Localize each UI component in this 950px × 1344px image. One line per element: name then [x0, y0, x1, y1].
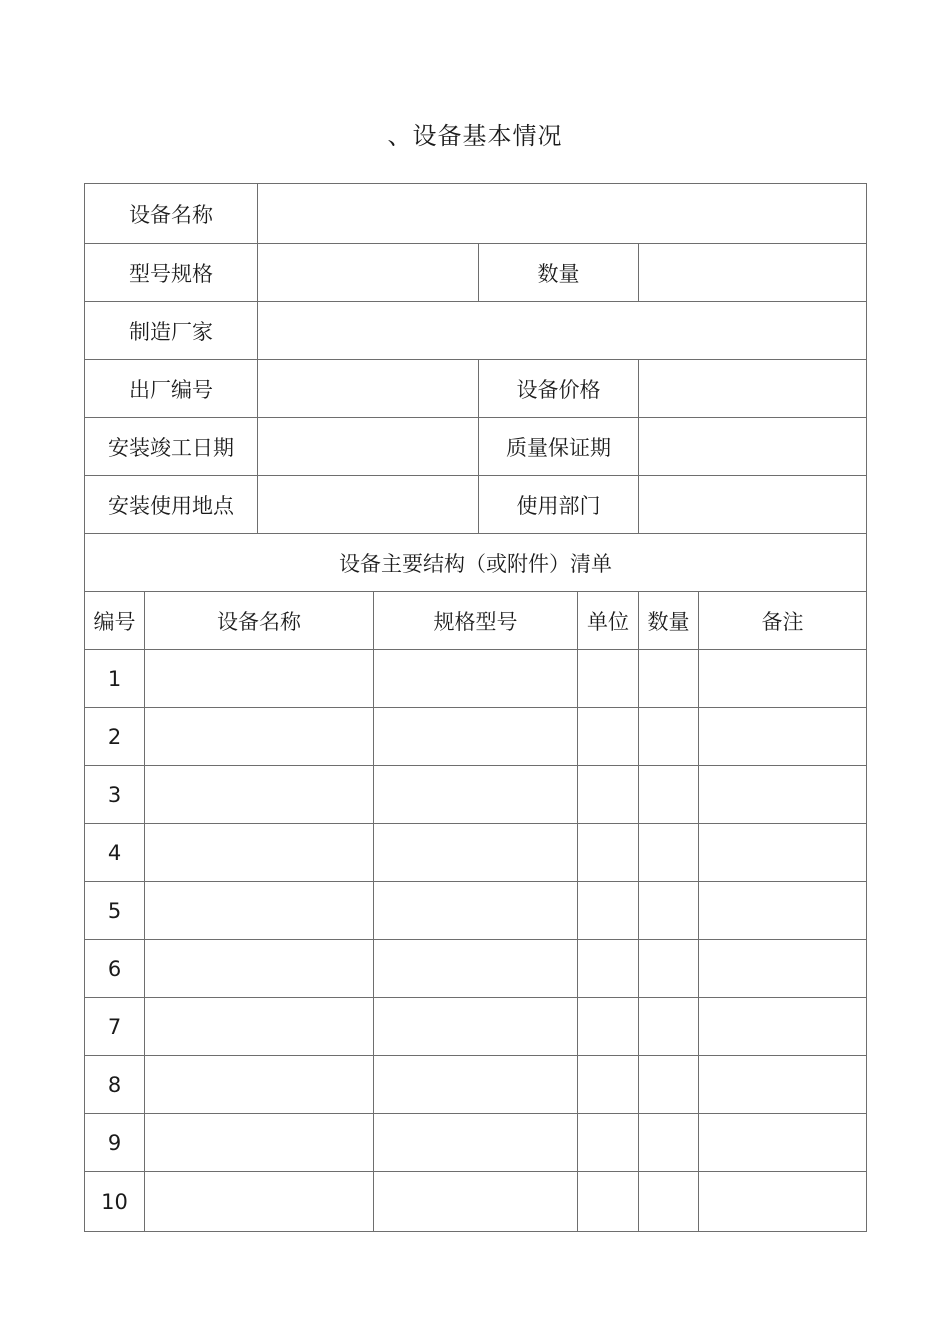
cell-qty[interactable] — [639, 940, 699, 998]
row-device-name — [85, 184, 867, 244]
cell-unit[interactable] — [578, 708, 639, 766]
cell-name[interactable] — [145, 1114, 374, 1172]
cell-qty[interactable] — [639, 708, 699, 766]
cell-unit[interactable] — [578, 1056, 639, 1114]
cell-spec[interactable] — [374, 824, 578, 882]
cell-remark[interactable] — [699, 1172, 867, 1232]
table-row — [85, 940, 867, 998]
field-department[interactable] — [639, 476, 867, 534]
cell-unit[interactable] — [578, 766, 639, 824]
cell-unit[interactable] — [578, 1172, 639, 1232]
cell-name[interactable] — [145, 940, 374, 998]
cell-unit[interactable] — [578, 824, 639, 882]
row-number: 7 — [85, 998, 145, 1056]
cell-name[interactable] — [145, 708, 374, 766]
row-section-title — [85, 534, 867, 592]
field-location[interactable] — [258, 476, 479, 534]
cell-qty[interactable] — [639, 766, 699, 824]
cell-remark[interactable] — [699, 1056, 867, 1114]
cell-remark[interactable] — [699, 650, 867, 708]
cell-remark[interactable] — [699, 1114, 867, 1172]
table-row — [85, 708, 867, 766]
label-quantity: 数量 — [479, 244, 639, 302]
cell-qty[interactable] — [639, 650, 699, 708]
header-spec: 规格型号 — [374, 592, 578, 650]
cell-remark[interactable] — [699, 824, 867, 882]
table-row — [85, 766, 867, 824]
cell-unit[interactable] — [578, 882, 639, 940]
header-no: 编号 — [85, 592, 145, 650]
header-remark: 备注 — [699, 592, 867, 650]
cell-spec[interactable] — [374, 650, 578, 708]
cell-spec[interactable] — [374, 1114, 578, 1172]
cell-spec[interactable] — [374, 708, 578, 766]
row-number: 2 — [85, 708, 145, 766]
cell-qty[interactable] — [639, 1172, 699, 1232]
label-price: 设备价格 — [479, 360, 639, 418]
cell-unit[interactable] — [578, 650, 639, 708]
cell-unit[interactable] — [578, 940, 639, 998]
table-row — [85, 650, 867, 708]
table-row — [85, 1056, 867, 1114]
cell-spec[interactable] — [374, 998, 578, 1056]
cell-qty[interactable] — [639, 1114, 699, 1172]
header-qty: 数量 — [639, 592, 699, 650]
section-title: 设备主要结构（或附件）清单 — [85, 534, 867, 592]
row-model-spec — [85, 244, 867, 302]
row-number: 5 — [85, 882, 145, 940]
cell-spec[interactable] — [374, 1056, 578, 1114]
label-warranty: 质量保证期 — [479, 418, 639, 476]
cell-spec[interactable] — [374, 940, 578, 998]
label-serial-no: 出厂编号 — [85, 360, 258, 418]
field-device-name[interactable] — [258, 184, 867, 244]
row-number: 4 — [85, 824, 145, 882]
label-device-name: 设备名称 — [85, 184, 258, 244]
field-manufacturer[interactable] — [258, 302, 867, 360]
label-department: 使用部门 — [479, 476, 639, 534]
row-location — [85, 476, 867, 534]
table-row — [85, 882, 867, 940]
cell-name[interactable] — [145, 998, 374, 1056]
cell-qty[interactable] — [639, 1056, 699, 1114]
field-serial-no[interactable] — [258, 360, 479, 418]
row-number: 3 — [85, 766, 145, 824]
header-name: 设备名称 — [145, 592, 374, 650]
field-install-date[interactable] — [258, 418, 479, 476]
cell-name[interactable] — [145, 650, 374, 708]
cell-qty[interactable] — [639, 998, 699, 1056]
field-price[interactable] — [639, 360, 867, 418]
equipment-form-table — [84, 183, 867, 1232]
row-install-date — [85, 418, 867, 476]
row-number: 8 — [85, 1056, 145, 1114]
cell-remark[interactable] — [699, 708, 867, 766]
list-header-row — [85, 592, 867, 650]
label-model-spec: 型号规格 — [85, 244, 258, 302]
field-warranty[interactable] — [639, 418, 867, 476]
cell-unit[interactable] — [578, 1114, 639, 1172]
cell-remark[interactable] — [699, 882, 867, 940]
cell-spec[interactable] — [374, 766, 578, 824]
cell-qty[interactable] — [639, 824, 699, 882]
table-row — [85, 824, 867, 882]
cell-name[interactable] — [145, 882, 374, 940]
cell-qty[interactable] — [639, 882, 699, 940]
table-row — [85, 1172, 867, 1232]
field-quantity[interactable] — [639, 244, 867, 302]
table-row — [85, 998, 867, 1056]
label-manufacturer: 制造厂家 — [85, 302, 258, 360]
row-serial-no — [85, 360, 867, 418]
row-number: 1 — [85, 650, 145, 708]
page-title: 、设备基本情况 — [387, 122, 563, 150]
cell-spec[interactable] — [374, 1172, 578, 1232]
label-install-date: 安装竣工日期 — [85, 418, 258, 476]
cell-name[interactable] — [145, 824, 374, 882]
cell-spec[interactable] — [374, 882, 578, 940]
row-number: 6 — [85, 940, 145, 998]
header-unit: 单位 — [578, 592, 639, 650]
row-number: 10 — [85, 1172, 145, 1232]
cell-remark[interactable] — [699, 998, 867, 1056]
field-model-spec[interactable] — [258, 244, 479, 302]
cell-name[interactable] — [145, 1172, 374, 1232]
cell-name[interactable] — [145, 1056, 374, 1114]
cell-remark[interactable] — [699, 766, 867, 824]
cell-name[interactable] — [145, 766, 374, 824]
label-location: 安装使用地点 — [85, 476, 258, 534]
row-number: 9 — [85, 1114, 145, 1172]
table-row — [85, 1114, 867, 1172]
cell-unit[interactable] — [578, 998, 639, 1056]
row-manufacturer — [85, 302, 867, 360]
cell-remark[interactable] — [699, 940, 867, 998]
